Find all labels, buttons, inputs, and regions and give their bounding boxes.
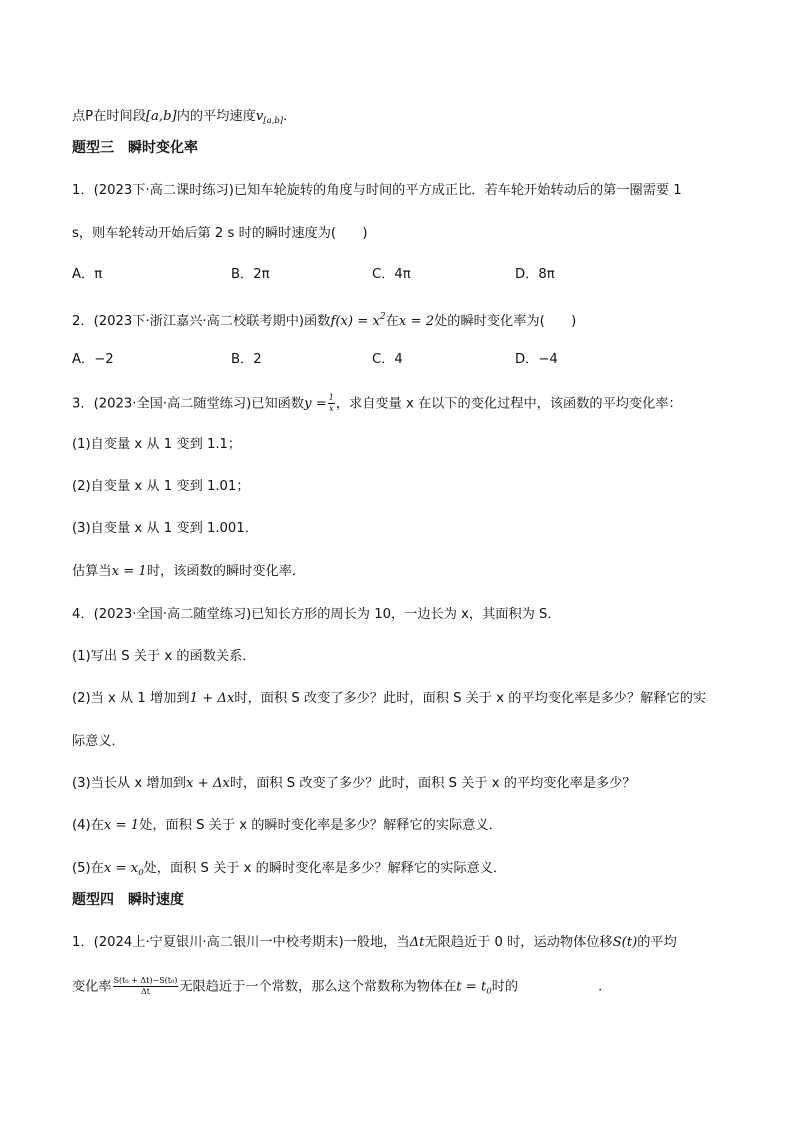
- q3-3-item-1: (1)自变量 x 从 1 变到 1.1；: [72, 437, 242, 452]
- q4-1-fraction-numerator: S(t₀ + Δt)−S(t₀): [113, 976, 178, 985]
- q3-2-option-d: D．−4: [515, 352, 558, 367]
- q3-3-function-math: y =: [304, 396, 327, 412]
- q4-1-dt-math: Δt: [409, 935, 425, 950]
- interval-math: [a,b]: [145, 109, 177, 124]
- q3-3-est-text-b: 时，该函数的瞬时变化率．: [146, 564, 306, 579]
- section-heading-3: 题型三 瞬时变化率: [72, 140, 198, 156]
- intro-text-2: 内的平均速度: [176, 109, 256, 124]
- q4-1-line2-text-a: 变化率: [72, 979, 112, 995]
- q3-4-p4-text-a: (4)在: [72, 818, 104, 833]
- q3-4-stem: 4．(2023·全国·高二随堂练习)已知长方形的周长为 10，一边长为 x，其面积为 S．: [72, 607, 561, 622]
- q3-4-part-2: [72, 690, 706, 708]
- q3-4-part-5: [72, 860, 506, 882]
- q3-4-part-2-cont: 际意义．: [72, 734, 125, 749]
- q3-2-stem: [72, 308, 576, 331]
- q3-4-p3-text-a: (3)当长从 x 增加到: [72, 776, 186, 791]
- q4-1-line2-end: .: [598, 979, 603, 995]
- q3-4-part-4: [72, 817, 502, 835]
- q3-4-p5-subscript: 0: [138, 868, 144, 878]
- q3-4-p5-text-b: 处，面积 S 关于 x 的瞬时变化率是多少？解释它的实际意义．: [143, 861, 507, 876]
- q3-4-p2-text-a: (2)当 x 从 1 增加到: [72, 691, 190, 706]
- q4-1-line-2: [72, 976, 602, 1001]
- q3-1-option-a: A．π: [72, 267, 103, 282]
- q3-3-est-text-a: 估算当: [72, 564, 112, 579]
- velocity-symbol: v: [255, 109, 264, 124]
- q3-4-p5-math: x = x: [103, 861, 139, 876]
- intro-text: 点P在时间段: [72, 109, 146, 124]
- q3-3-stem: [72, 393, 682, 414]
- q3-1-line-1: 1．(2023下·高二课时练习)已知车轮旋转的角度与时间的平方成正比．若车轮开始转动后的第一圈需要 1: [72, 183, 682, 198]
- q3-2-text-c: 处的瞬时变化率为( ): [434, 314, 577, 329]
- q4-1-line2-text-c: 时的: [491, 979, 519, 995]
- q3-3-est-math: x = 1: [111, 564, 147, 579]
- q3-2-function-math: f(x) = x: [330, 314, 380, 329]
- q3-3-fraction-denominator: x: [329, 404, 334, 413]
- q3-2-text-a: 2．(2023下·浙江嘉兴·高二校联考期中)函数: [72, 314, 331, 329]
- q3-2-option-b: B．2: [231, 352, 262, 367]
- q3-4-p3-text-b: 时，面积 S 改变了多少？此时，面积 S 关于 x 的平均变化率是多少？: [229, 776, 636, 791]
- section-heading-4: 题型四 瞬时速度: [72, 892, 184, 908]
- q4-1-rate-fraction: [113, 976, 179, 997]
- q3-1-option-b: B．2π: [231, 267, 270, 282]
- intro-period: .: [283, 109, 288, 124]
- q4-1-t-subscript: 0: [486, 986, 492, 997]
- q3-2-option-a: A．−2: [72, 352, 114, 367]
- q3-4-p2-text-b: 时，面积 S 改变了多少？此时，面积 S 关于 x 的平均变化率是多少？解释它的实: [234, 691, 707, 706]
- q4-1-st-math: S(t): [612, 935, 638, 950]
- q3-1-option-d: D．8π: [515, 267, 555, 282]
- q3-3-fraction-numerator: 1: [328, 393, 334, 402]
- q4-1-t-math: t = t: [456, 979, 487, 995]
- q3-4-p4-text-b: 处，面积 S 关于 x 的瞬时变化率是多少？解释它的实际意义．: [139, 818, 502, 833]
- q3-1-line-2: s，则车轮转动开始后第 2 s 时的瞬时速度为( ): [72, 226, 368, 241]
- intro-line: [72, 108, 287, 130]
- q4-1-fraction-denominator: Δt: [140, 987, 150, 996]
- q3-4-part-3: [72, 775, 636, 793]
- q4-1-line-1: [72, 934, 677, 952]
- q3-4-p3-math: x + Δx: [186, 776, 230, 791]
- q3-2-text-b: 在: [385, 314, 399, 329]
- q4-1-text-b: 无限趋近于 0 时，运动物体位移: [424, 935, 613, 950]
- q3-3-text-a: 3．(2023·全国·高二随堂练习)已知函数: [72, 396, 305, 412]
- q4-1-line2-text-b: 无限趋近于一个常数，那么这个常数称为物体在: [179, 979, 457, 995]
- q3-4-part-1: (1)写出 S 关于 x 的函数关系．: [72, 649, 256, 664]
- q3-1-option-c: C．4π: [372, 267, 411, 282]
- q3-4-p5-text-a: (5)在: [72, 861, 104, 876]
- q3-3-text-b: ，求自变量 x 在以下的变化过程中，该函数的平均变化率：: [335, 396, 682, 412]
- q3-3-fraction: [328, 393, 335, 414]
- q3-4-p4-math: x = 1: [103, 818, 140, 833]
- q3-3-estimate: [72, 563, 305, 581]
- q3-3-item-3: (3)自变量 x 从 1 变到 1.001．: [72, 521, 258, 536]
- q3-3-item-2: (2)自变量 x 从 1 变到 1.01；: [72, 479, 250, 494]
- q3-2-function-exponent: 2: [379, 312, 386, 322]
- velocity-subscript: [a,b]: [263, 116, 284, 126]
- q4-1-text-c: 的平均: [637, 935, 677, 950]
- q3-2-option-c: C．4: [372, 352, 403, 367]
- q3-4-p2-math: 1 + Δx: [189, 691, 235, 706]
- q4-1-text-a: 1．(2024上·宁夏银川·高二银川一中校考期末)一般地，当: [72, 935, 410, 950]
- q3-2-condition-math: x = 2: [398, 314, 435, 329]
